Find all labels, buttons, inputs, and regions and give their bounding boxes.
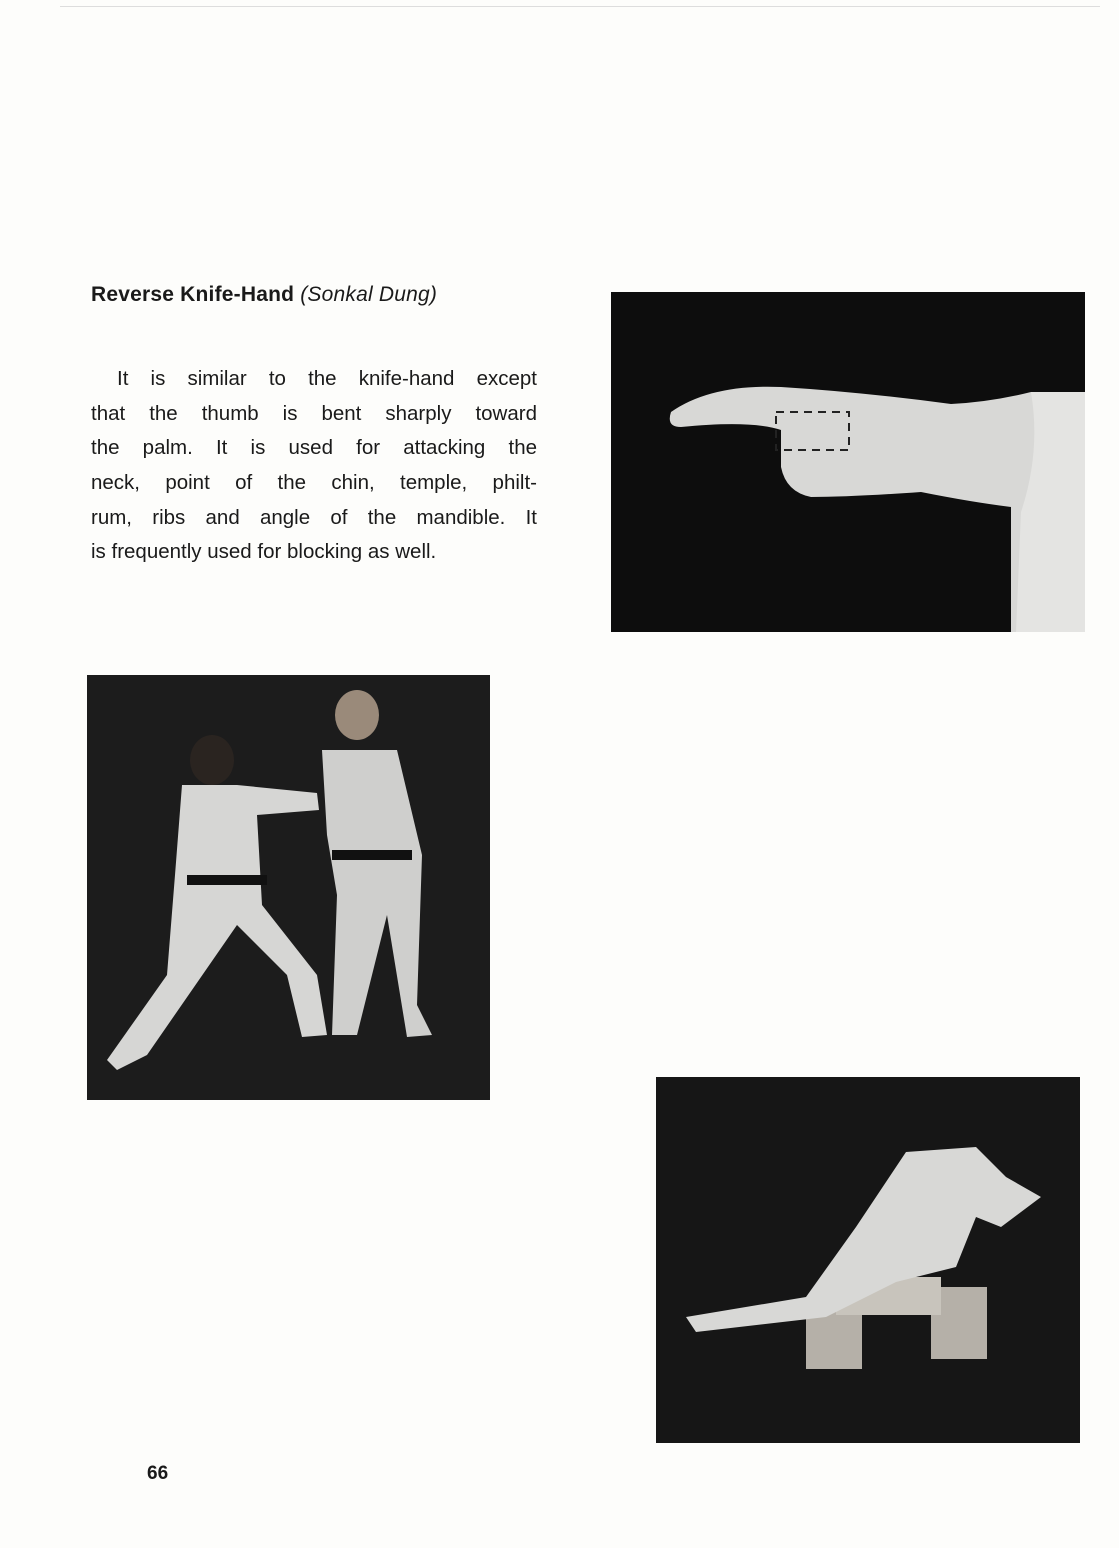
page-number: 66 [147, 1463, 169, 1484]
paragraph-line: is frequently used for blocking as well. [91, 540, 437, 564]
heading-english: Reverse Knife-Hand [91, 283, 295, 306]
photo-breaking-demonstration [656, 1077, 1080, 1443]
photo-reverse-knife-hand [611, 292, 1085, 632]
section-heading [91, 283, 437, 307]
heading-korean: (Sonkal Dung) [300, 283, 438, 306]
paragraph-line: It is similar to the knife-hand except [117, 367, 537, 390]
paragraph-line: rum, ribs and angle of the mandible. It [91, 505, 537, 529]
body-paragraph [91, 362, 537, 570]
scan-edge-line [60, 6, 1100, 7]
paragraph-line: neck, point of the chin, temple, philt- [91, 471, 537, 495]
photo-sparring-demonstration [87, 675, 490, 1100]
paragraph-line: the palm. It is used for attacking the [91, 436, 537, 460]
paragraph-line: that the thumb is bent sharply toward [91, 401, 537, 425]
